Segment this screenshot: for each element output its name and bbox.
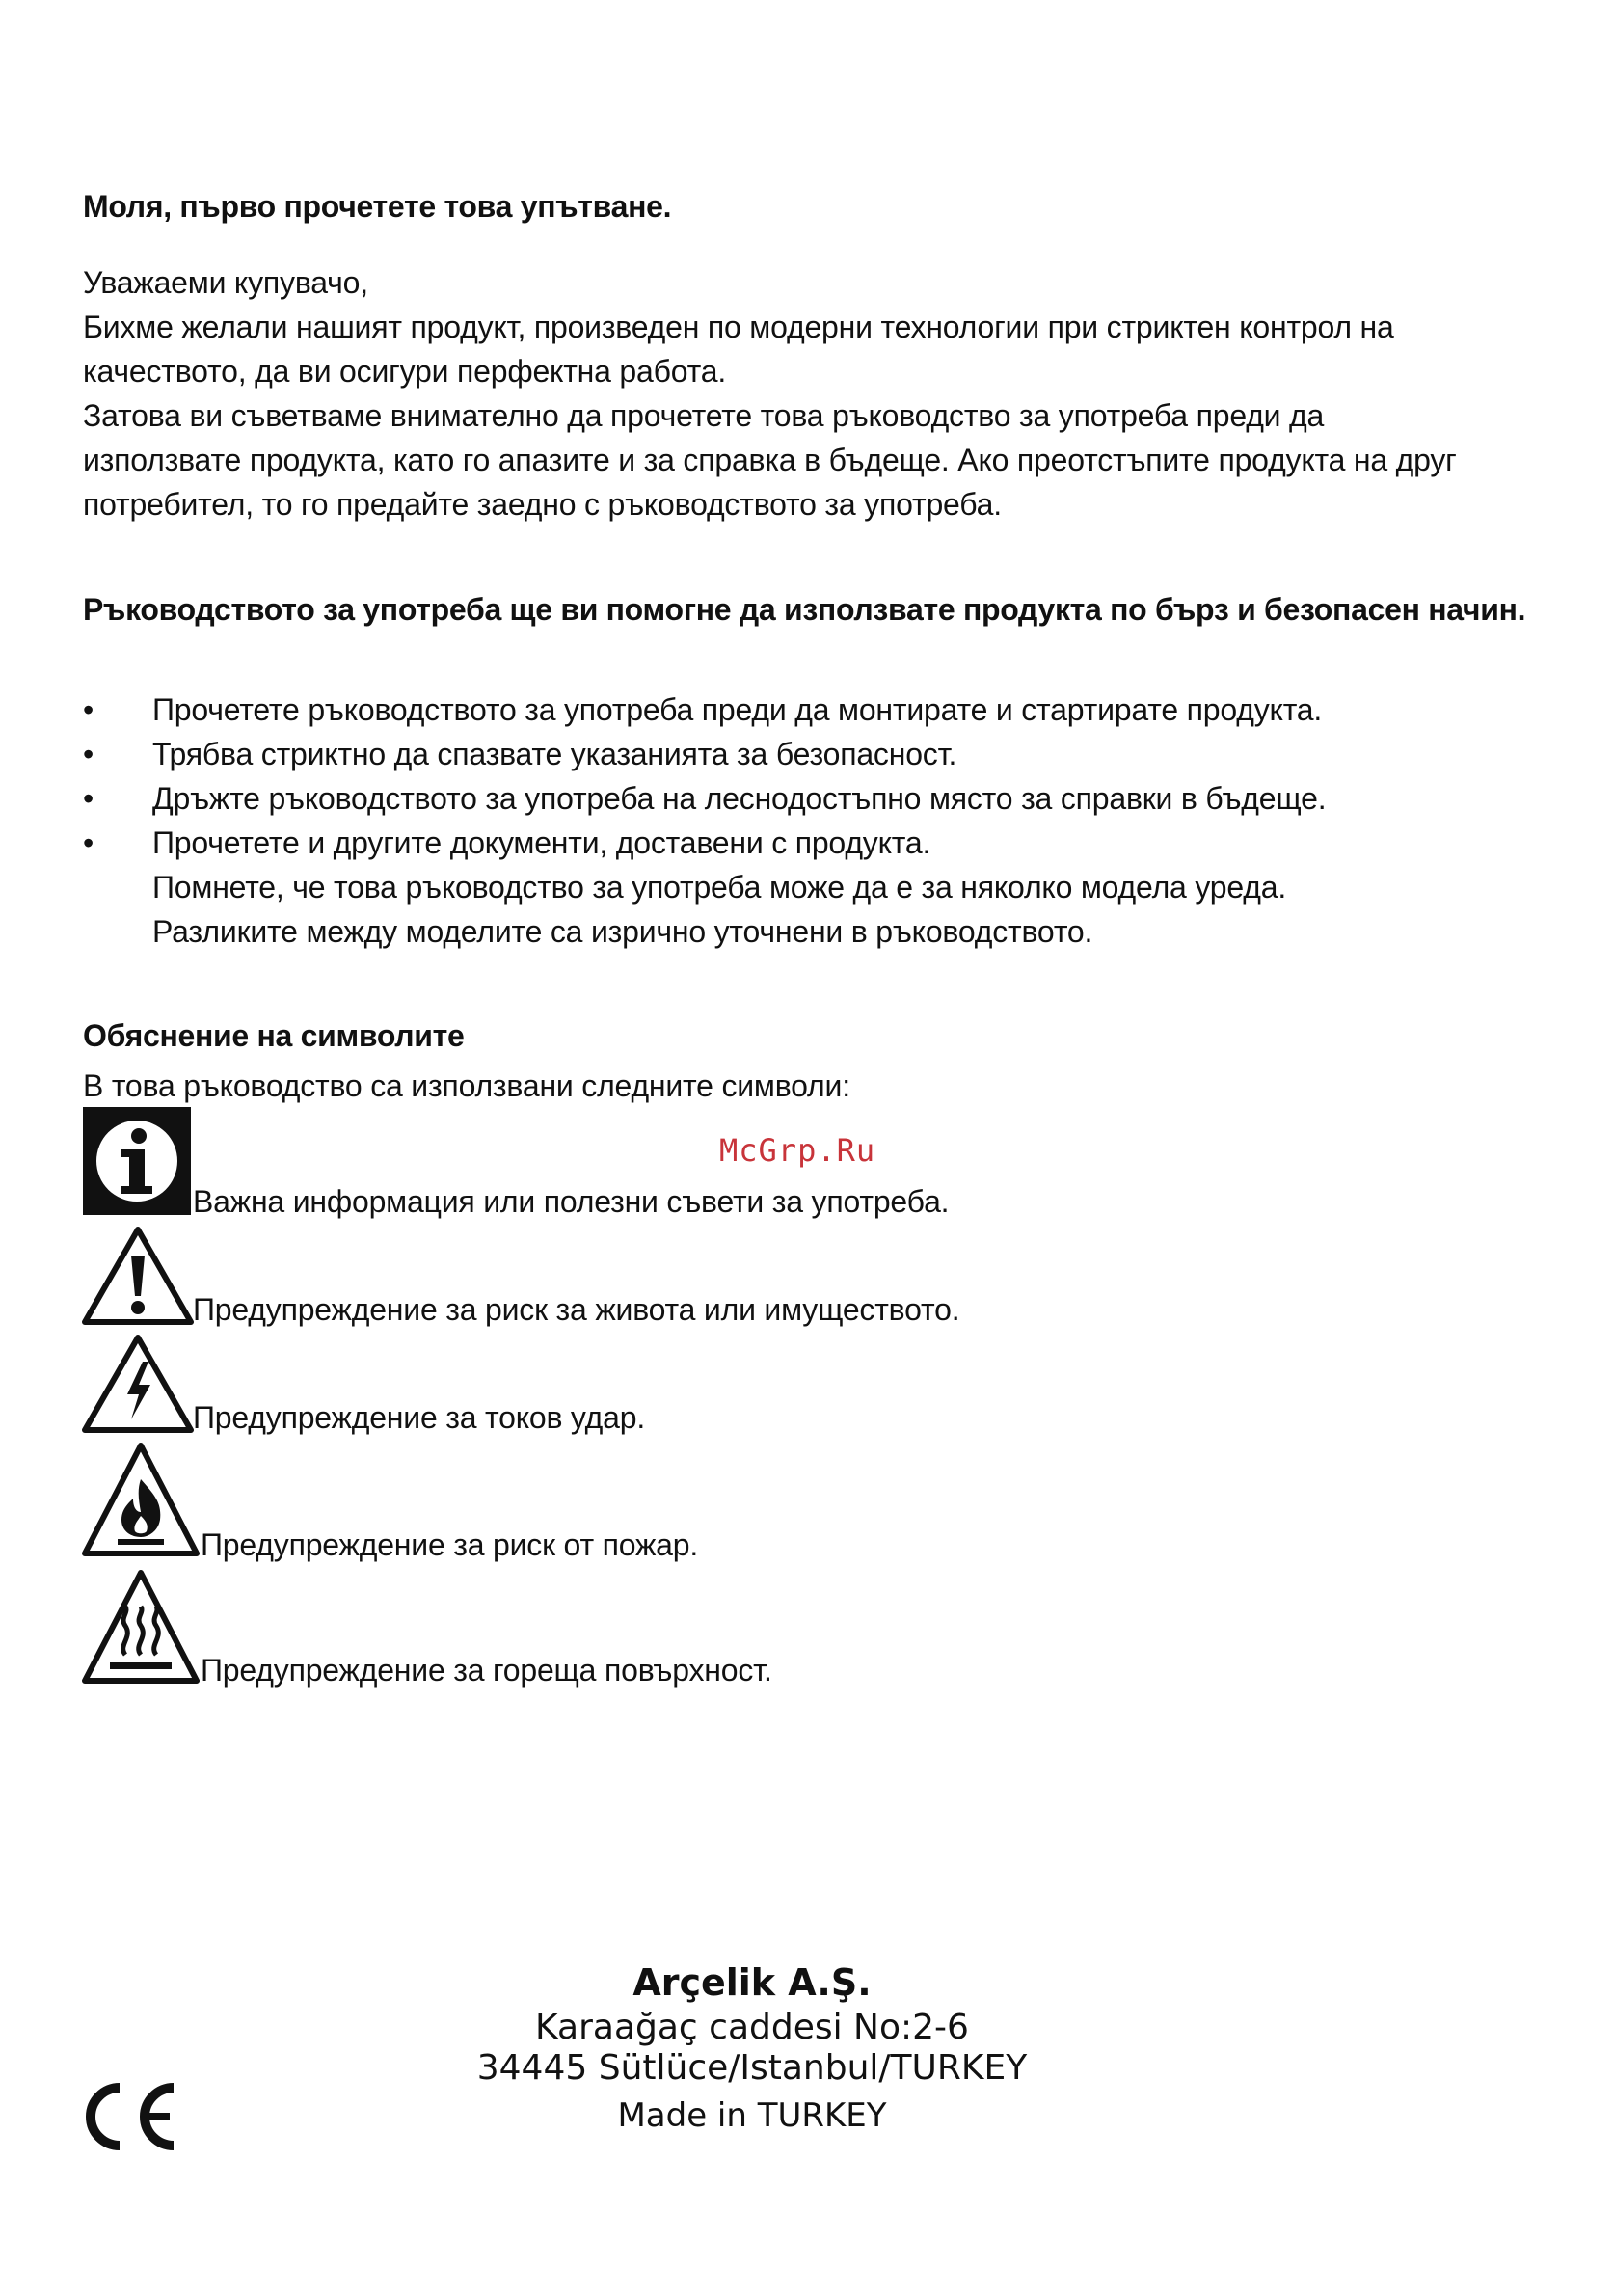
intro-line: Бихме желали нашият продукт, произведен по модерни технологии при стриктен контрол на — [83, 310, 1394, 344]
intro-text — [83, 260, 1548, 527]
intro-line: потребител, то го предайте заедно с ръководството за употреба. — [83, 487, 1002, 522]
company-name: Arçelik A.Ş. — [632, 1961, 872, 2004]
intro-line: използвате продукта, като го апазите и за справка в бъдеще. Ако преотстъпите продукта на друг — [83, 443, 1457, 477]
watermark: McGrp.Ru — [719, 1132, 876, 1169]
symbol-description: Предупреждение за гореща повърхност. — [201, 1653, 772, 1688]
bullet-text: Прочетете ръководството за употреба преди да монтирате и стартирате продукта. — [152, 692, 1323, 727]
company-address-line: 34445 Sütlüce/Istanbul/TURKEY — [476, 2048, 1028, 2088]
page-title: Моля, първо прочетете това упътване. — [83, 189, 672, 224]
fire-icon — [81, 1441, 201, 1558]
bullet-text: Помнете, че това ръководство за употреба може да е за няколко модела уреда. — [152, 870, 1287, 905]
company-address-line: Karaağaç caddesi No:2-6 — [535, 2008, 969, 2047]
bullet-dot: • — [83, 781, 94, 816]
symbol-description: Предупреждение за риск от пожар. — [201, 1527, 699, 1562]
made-in-label: Made in TURKEY — [617, 2096, 887, 2135]
info-icon — [83, 1107, 191, 1215]
bullet-dot: • — [83, 692, 94, 727]
greeting: Уважаеми купувачо, — [83, 265, 368, 300]
symbols-heading: Обяснение на символите — [83, 1018, 465, 1053]
symbol-description: Важна информация или полезни съвети за употреба. — [193, 1184, 950, 1219]
bullet-text: Дръжте ръководството за употреба на леснодостъпно място за справки в бъдеще. — [152, 781, 1327, 816]
bullet-dot: • — [83, 737, 94, 771]
hot-surface-icon — [81, 1568, 201, 1686]
bullet-text: Трябва стриктно да спазвате указанията за безопасност. — [152, 737, 957, 771]
intro-line: Затова ви съветваме внимателно да прочетете това ръководство за употреба преди да — [83, 398, 1325, 433]
electric-shock-icon — [81, 1333, 195, 1435]
bullet-dot: • — [83, 825, 94, 860]
symbol-description: Предупреждение за токов удар. — [193, 1400, 646, 1435]
symbols-intro: В това ръководство са използвани следните символи: — [83, 1068, 850, 1103]
ce-mark-icon — [81, 2081, 179, 2152]
bullet-text: Разликите между моделите са изрично уточнени в ръководството. — [152, 914, 1093, 949]
intro-line: качеството, да ви осигури перфектна работа. — [83, 354, 727, 389]
guide-heading: Ръководството за употреба ще ви помогне да използвате продукта по бърз и безопасен начин. — [83, 592, 1526, 627]
bullet-text: Прочетете и другите документи, доставени с продукта. — [152, 825, 931, 860]
symbol-description: Предупреждение за риск за живота или имуществото. — [193, 1292, 960, 1327]
warning-icon — [81, 1225, 195, 1327]
